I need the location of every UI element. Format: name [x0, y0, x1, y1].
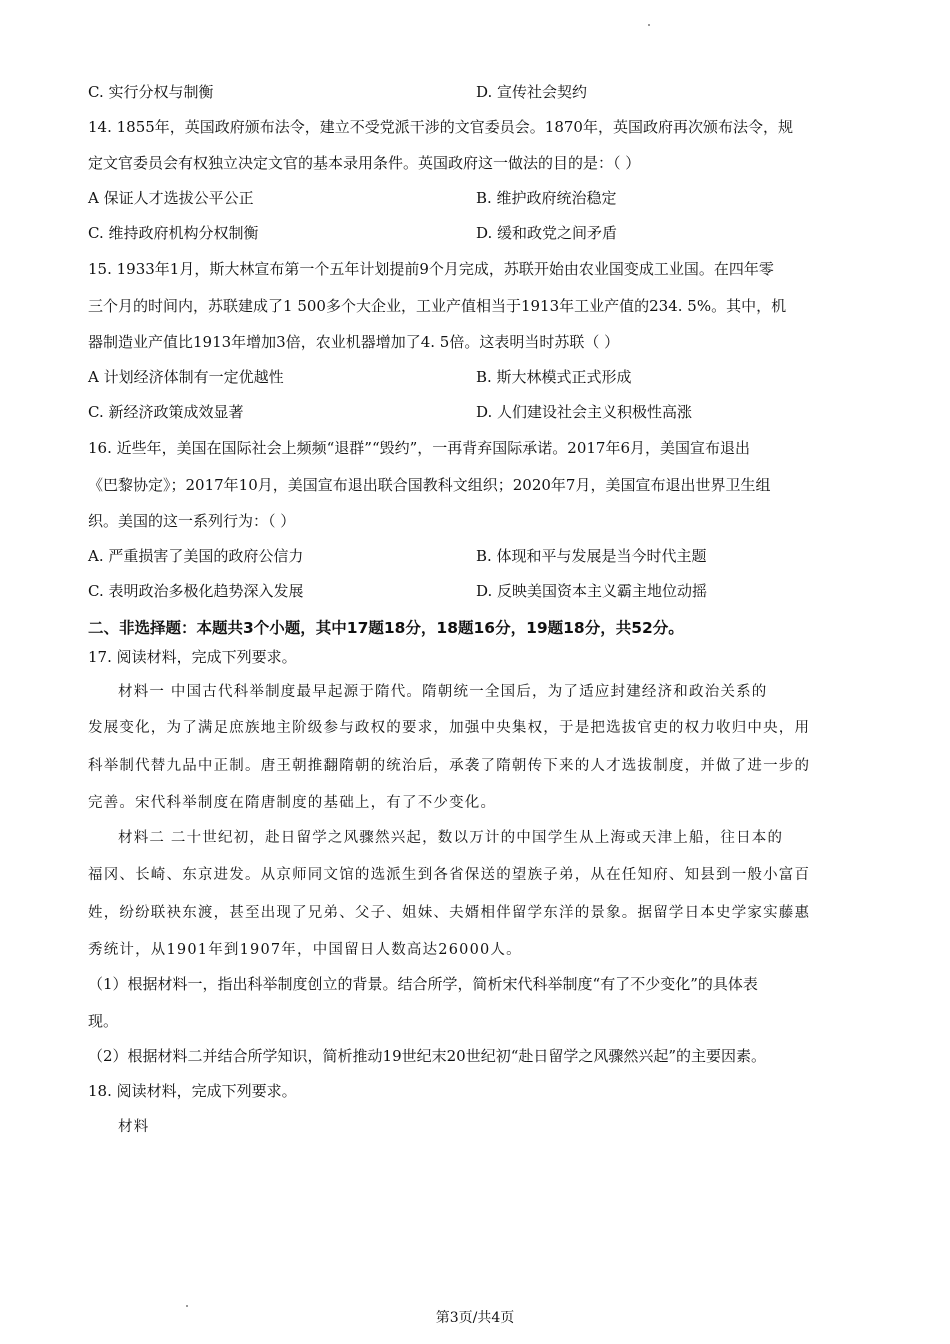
material-1-line4: 完善。宋代科举制度在隋唐制度的基础上，有了不少变化。 [88, 795, 497, 811]
material-2-line1: 材料二 二十世纪初，赴日留学之风骤然兴起，数以万计的中国学生从上海或天津上船，往日本的 [118, 830, 784, 846]
option-13c: C. 实行分权与制衡 [88, 83, 214, 101]
question-14-line1: 14. 1855年，英国政府颁布法令，建立不受党派干涉的文官委员会。1870年，英国政府再次颁布法令，规 [88, 118, 793, 136]
question-16-line2: 《巴黎协定》；2017年10月，美国宣布退出联合国教科文组织；2020年7月，美国宣布退出世界卫生组 [88, 476, 771, 494]
material-1-line3: 科举制代替九品中正制。唐王朝推翻隋朝的统治后，承袭了隋朝传下来的人才选拔制度，并做了进一步的 [88, 758, 811, 774]
material-18-label: 材料 [118, 1119, 150, 1135]
option-14b: B. 维护政府统治稳定 [476, 189, 617, 207]
question-15-line2: 三个月的时间内，苏联建成了1 500多个大企业，工业产值相当于1913年工业产值的234. 5%。其中，机 [88, 297, 787, 315]
option-16a: A. 严重损害了美国的政府公信力 [88, 547, 304, 565]
option-14a: A 保证人才选拔公平公正 [88, 189, 254, 207]
option-14c: C. 维持政府机构分权制衡 [88, 224, 259, 242]
question-16-line3: 织。美国的这一系列行为：（ ） [88, 512, 296, 530]
question-18-stem: 18. 阅读材料，完成下列要求。 [88, 1082, 297, 1100]
question-16-line1: 16. 近些年，美国在国际社会上频频“退群”“毁约”，一再背弃国际承诺。2017年6月，美国宣布退出 [88, 439, 751, 457]
option-16c: C. 表明政治多极化趋势深入发展 [88, 582, 304, 600]
page-footer: 第3页/共4页 [435, 1310, 515, 1326]
question-17-sub1-line2: 现。 [88, 1012, 119, 1030]
option-16d: D. 反映美国资本主义霸主地位动摇 [476, 582, 708, 600]
material-1-line1: 材料一 中国古代科举制度最早起源于隋代。隋朝统一全国后，为了适应封建经济和政治关系的 [118, 684, 768, 700]
material-2-line3: 姓，纷纷联袂东渡，甚至出现了兄弟、父子、姐妹、夫婿相伴留学东洋的景象。据留学日本史学家实藤惠 [88, 905, 811, 921]
question-17-stem: 17. 阅读材料，完成下列要求。 [88, 648, 297, 666]
option-15d: D. 人们建设社会主义积极性高涨 [476, 403, 693, 421]
option-15c: C. 新经济政策成效显著 [88, 403, 244, 421]
section-2-heading: 二、非选择题：本题共3个小题，其中17题18分，18题16分，19题18分，共52分。 [88, 619, 684, 637]
material-2-line4: 秀统计，从1901年到1907年，中国留日人数高达26000人。 [88, 942, 522, 958]
question-14-line2: 定文官委员会有权独立决定文官的基本录用条件。英国政府这一做法的目的是：（ ） [88, 154, 641, 172]
question-17-sub2: （2）根据材料二并结合所学知识，简析推动19世纪末20世纪初“赴日留学之风骤然兴起”的主要因素。 [88, 1047, 767, 1065]
question-17-sub1-line1: （1）根据材料一，指出科举制度创立的背景。结合所学，简析宋代科举制度“有了不少变化”的具体表 [88, 975, 758, 993]
material-1-line2: 发展变化，为了满足庶族地主阶级参与政权的要求，加强中央集权，于是把选拔官吏的权力收归中央，用 [88, 720, 811, 736]
option-13d: D. 宣传社会契约 [476, 83, 588, 101]
option-15a: A 计划经济体制有一定优越性 [88, 368, 284, 386]
question-15-line3: 器制造业产值比1913年增加3倍，农业机器增加了4. 5倍。这表明当时苏联（ ） [88, 333, 620, 351]
option-16b: B. 体现和平与发展是当今时代主题 [476, 547, 707, 565]
scan-mark [186, 1305, 188, 1307]
material-2-line2: 福冈、长崎、东京进发。从京师同文馆的选派生到各省保送的望族子弟，从在任知府、知县到一般小富百 [88, 867, 811, 883]
question-15-line1: 15. 1933年1月，斯大林宣布第一个五年计划提前9个月完成，苏联开始由农业国变成工业国。在四年零 [88, 260, 774, 278]
option-14d: D. 缓和政党之间矛盾 [476, 224, 618, 242]
scan-mark [648, 24, 650, 26]
option-15b: B. 斯大林模式正式形成 [476, 368, 632, 386]
